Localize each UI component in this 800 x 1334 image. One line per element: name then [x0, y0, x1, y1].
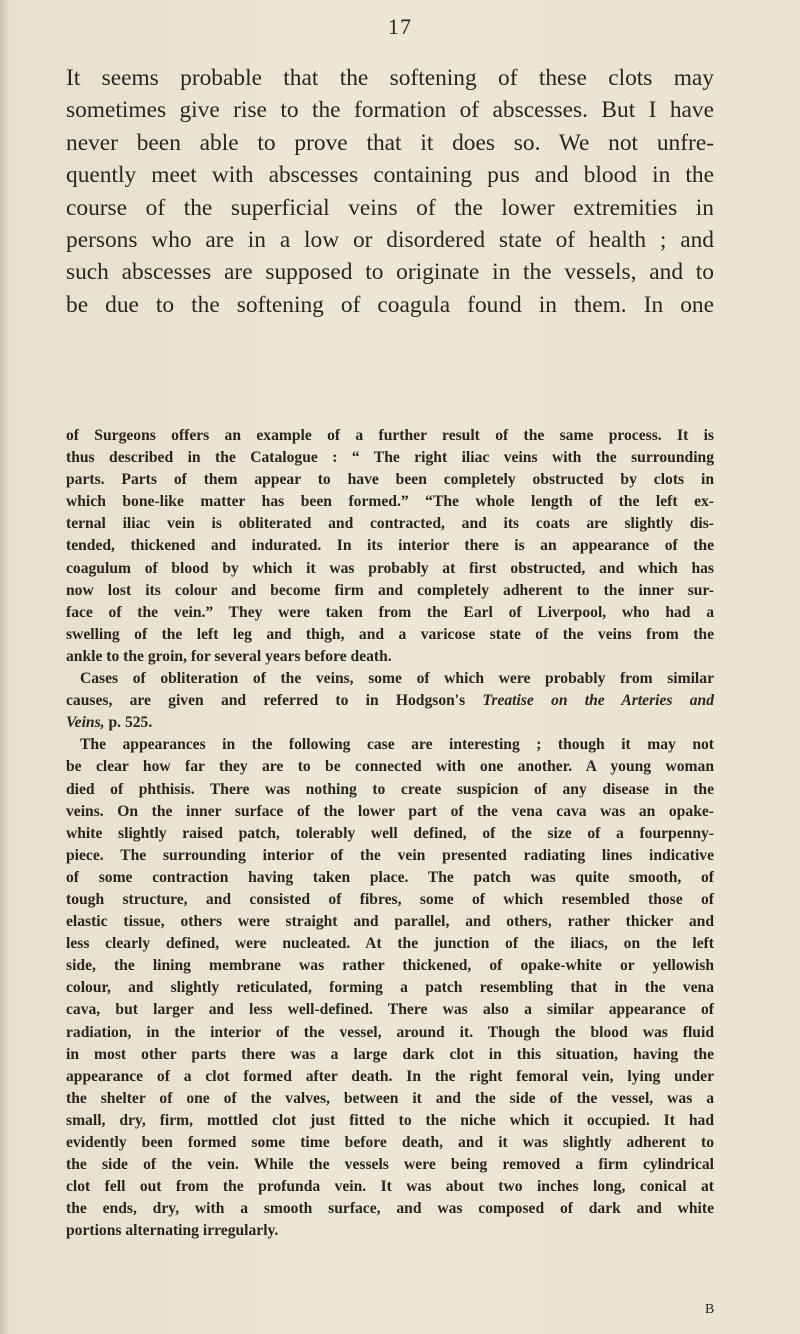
body-line: sometimes give rise to the formation of abscesses. But I have — [66, 97, 714, 124]
small-line: in most other parts there was a large dark clot in this situation, having the — [66, 1045, 714, 1063]
small-line: radiation, in the interior of the vessel, around it. Though the blood was fluid — [66, 1023, 714, 1041]
body-line: course of the superficial veins of the lower extremities in — [66, 194, 714, 221]
small-line: of Surgeons offers an example of a further result of the same process. It is — [66, 427, 714, 444]
small-line: swelling of the left leg and thigh, and a varicose state of the veins from the — [66, 625, 714, 643]
small-line: died of phthisis. There was nothing to create suspicion of any disease in the — [66, 780, 714, 798]
reference-page: p. 525. — [104, 714, 153, 732]
body-line: quently meet with abscesses containing pus and blood in the — [66, 162, 714, 189]
small-line: The appearances in the following case are interesting ; though it may not — [80, 736, 714, 754]
small-line: cava, but larger and less well-defined. There was also a similar appearance of — [66, 1001, 714, 1019]
small-line: less clearly defined, were nucleated. At the junction of the iliacs, on the left — [66, 935, 714, 953]
small-line: side, the lining membrane was rather thickened, of opake-white or yellowish — [66, 957, 714, 975]
small-line: now lost its colour and become firm and completely adherent to the inner sur- — [66, 581, 714, 599]
small-line: tough structure, and consisted of fibres, some of which resembled those of — [66, 890, 714, 908]
small-line: elastic tissue, others were straight and parallel, and others, rather thicker and — [66, 913, 714, 931]
small-line-with-italic — [66, 712, 714, 734]
signature-mark: B — [705, 1302, 715, 1317]
small-line: piece. The surrounding interior of the vein presented radiating lines indicative — [66, 846, 714, 864]
small-line: evidently been formed some time before death, and it was slightly adherent to — [66, 1134, 714, 1151]
footnote-section — [66, 425, 714, 1242]
small-line: ankle to the groin, for several years before death. — [66, 647, 392, 665]
small-line: ternal iliac vein is obliterated and contracted, and its coats are slightly dis- — [66, 515, 714, 533]
small-line: small, dry, firm, mottled clot just fitted to the niche which it occupied. It had — [66, 1111, 714, 1129]
body-line: It seems probable that the softening of these clots may — [66, 65, 714, 91]
small-line: veins. On the inner surface of the lower part of the vena cava was an opake- — [66, 802, 714, 820]
small-line: the ends, dry, with a smooth surface, and was composed of dark and white — [66, 1200, 714, 1218]
small-line: coagulum of blood by which it was probably at first obstructed, and which has — [66, 559, 714, 577]
body-line: never been able to prove that it does so. We not unfre- — [66, 129, 714, 156]
small-line: white slightly raised patch, tolerably well defined, of the size of a fourpenny- — [66, 824, 714, 842]
small-line-with-italic — [66, 690, 714, 712]
small-line: the side of the vein. While the vessels were being removed a firm cylindrical — [66, 1156, 714, 1174]
small-line: portions alternating irregularly. — [66, 1222, 279, 1240]
main-paragraph — [66, 62, 714, 321]
small-line: face of the vein.” They were taken from the Earl of Liverpool, who had a — [66, 603, 714, 621]
page-number: 17 — [388, 14, 412, 39]
page-edge-shadow — [0, 0, 10, 1334]
small-line: appearance of a clot formed after death. In the right femoral vein, lying under — [66, 1067, 714, 1085]
body-line: be due to the softening of coagula found in them. In one — [66, 291, 714, 318]
citation-text: causes, are given and referred to in Hodgson's — [66, 692, 466, 710]
small-line: which bone-like matter has been formed.” “The whole length of the left ex- — [66, 493, 714, 511]
small-line: be clear how far they are to be connected with one another. A young woman — [66, 758, 714, 776]
small-line: parts. Parts of them appear to have been completely obstructed by clots in — [66, 471, 714, 489]
italic-reference: Veins, — [66, 714, 105, 732]
small-line: the shelter of one of the valves, between it and the side of the vessel, was a — [66, 1089, 714, 1107]
small-line: of some contraction having taken place. The patch was quite smooth, of — [66, 868, 714, 886]
small-line: thus described in the Catalogue : “ The right iliac veins with the surrounding — [66, 449, 714, 467]
small-line: Cases of obliteration of the veins, some of which were probably from similar — [80, 670, 714, 688]
body-line: persons who are in a low or disordered state of health ; and — [66, 227, 714, 254]
small-line: colour, and slightly reticulated, forming a patch resembling that in the vena — [66, 979, 714, 997]
italic-reference: Treatise on the Arteries and — [482, 692, 714, 710]
small-line: clot fell out from the profunda vein. It was about two inches long, conical at — [66, 1178, 714, 1196]
body-line: such abscesses are supposed to originate in the vessels, and to — [66, 259, 714, 286]
small-line: tended, thickened and indurated. In its interior there is an appearance of the — [66, 537, 714, 555]
